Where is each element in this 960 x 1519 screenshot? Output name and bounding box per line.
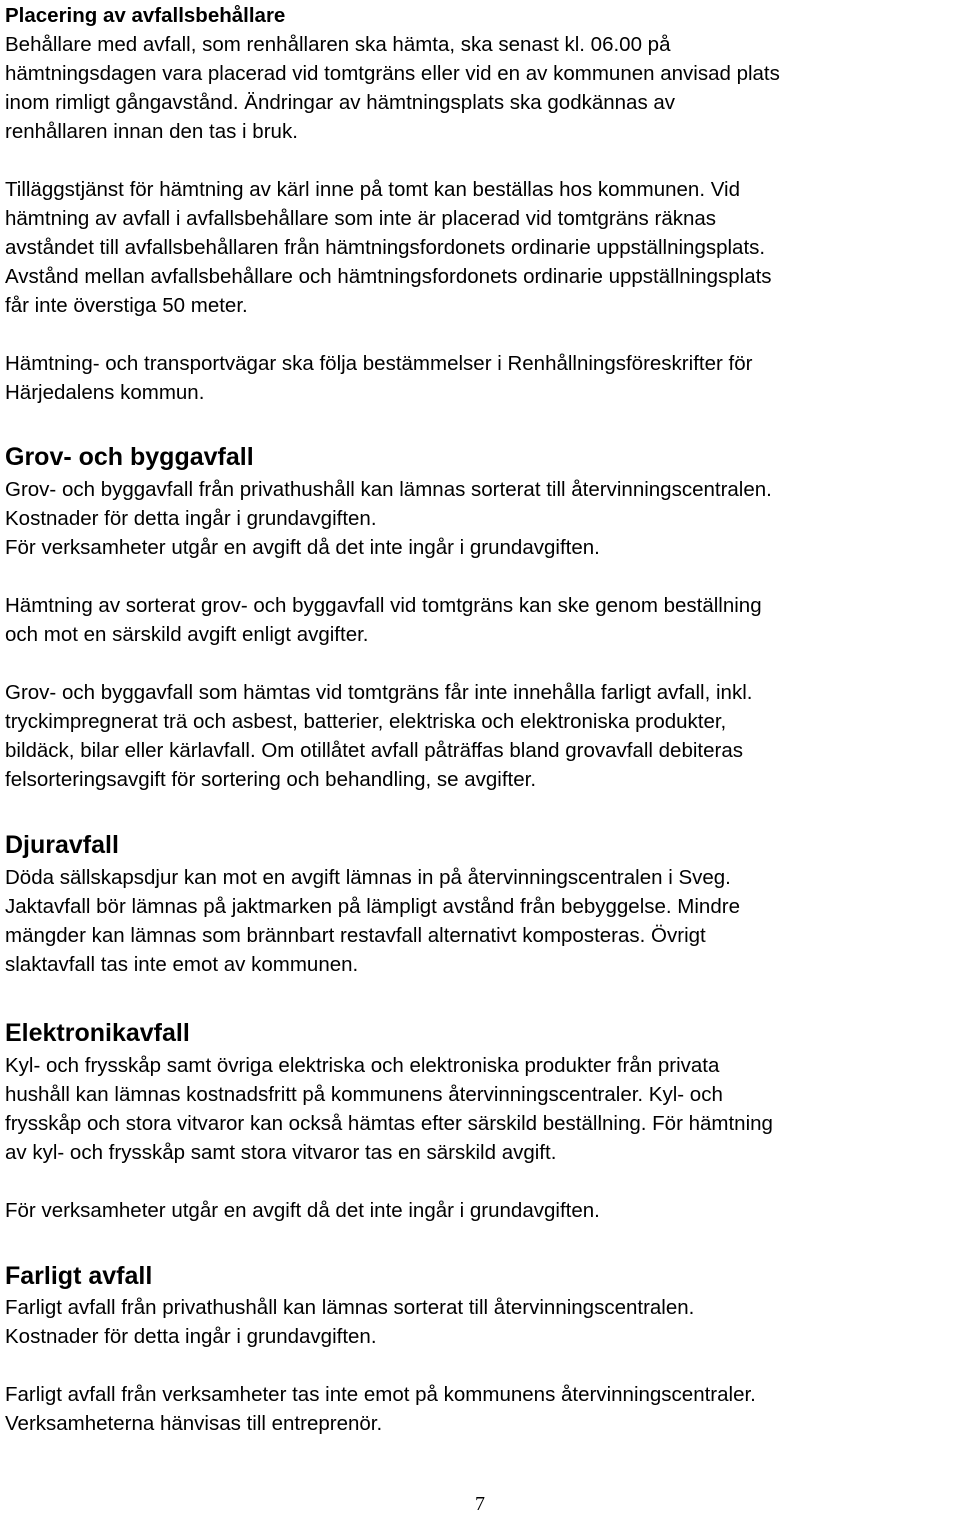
text-line: Farligt avfall från verksamheter tas inte emot på kommunens återvinningscentraler. — [5, 1383, 756, 1406]
text-line: Jaktavfall bör lämnas på jaktmarken på lämpligt avstånd från bebyggelse. Mindre — [5, 895, 740, 918]
text-line: Grov- och byggavfall som hämtas vid tomtgräns får inte innehålla farligt avfall, inkl. — [5, 681, 753, 704]
text-line: avståndet till avfallsbehållaren från hämtningsfordonets ordinarie uppställningsplats. — [5, 236, 766, 259]
page-number: 7 — [475, 1493, 485, 1515]
text-line: hämtningsdagen vara placerad vid tomtgräns eller vid en av kommunen anvisad plats — [5, 62, 780, 85]
section-heading: Grov- och byggavfall — [5, 443, 254, 471]
paragraph — [5, 30, 780, 146]
text-line: Grov- och byggavfall från privathushåll kan lämnas sorterat till återvinningscentralen. — [5, 478, 772, 501]
text-line: tryckimpregnerat trä och asbest, batterier, elektriska och elektroniska produkter, — [5, 710, 727, 733]
text-line: mängder kan lämnas som brännbart restavfall alternativt komposteras. Övrigt — [5, 924, 706, 947]
text-line: bildäck, bilar eller kärlavfall. Om otillåtet avfall påträffas bland grovavfall debiteras — [5, 739, 743, 762]
text-line: Tilläggstjänst för hämtning av kärl inne på tomt kan beställas hos kommunen. Vid — [5, 178, 740, 201]
text-line: felsorteringsavgift för sortering och behandling, se avgifter. — [5, 768, 537, 791]
text-line: Döda sällskapsdjur kan mot en avgift lämnas in på återvinningscentralen i Sveg. — [5, 866, 731, 889]
text-line: får inte överstiga 50 meter. — [5, 294, 248, 317]
text-line: och mot en särskild avgift enligt avgifter. — [5, 623, 369, 646]
section-heading: Farligt avfall — [5, 1262, 153, 1290]
text-line: Kostnader för detta ingår i grundavgiften. — [5, 507, 377, 530]
paragraph — [5, 863, 740, 979]
text-line: renhållaren innan den tas i bruk. — [5, 120, 298, 143]
section-heading: Djuravfall — [5, 831, 119, 859]
text-line: Behållare med avfall, som renhållaren ska hämta, ska senast kl. 06.00 på — [5, 33, 671, 56]
section-heading: Elektronikavfall — [5, 1019, 190, 1047]
paragraph — [5, 475, 772, 562]
paragraph — [5, 1380, 756, 1438]
paragraph — [5, 1293, 694, 1351]
text-line: av kyl- och frysskåp samt stora vitvaror tas en särskild avgift. — [5, 1141, 557, 1164]
text-line: Kostnader för detta ingår i grundavgiften. — [5, 1325, 377, 1348]
text-line: Kyl- och frysskåp samt övriga elektriska och elektroniska produkter från privata — [5, 1054, 720, 1077]
text-line: Avstånd mellan avfallsbehållare och hämtningsfordonets ordinarie uppställningsplats — [5, 265, 772, 288]
text-line: För verksamheter utgår en avgift då det inte ingår i grundavgiften. — [5, 536, 600, 559]
text-line: Hämtning av sorterat grov- och byggavfall vid tomtgräns kan ske genom beställning — [5, 594, 762, 617]
paragraph — [5, 591, 762, 649]
text-line: hushåll kan lämnas kostnadsfritt på kommunens återvinningscentraler. Kyl- och — [5, 1083, 723, 1106]
text-line: frysskåp och stora vitvaror kan också hämtas efter särskild beställning. För hämtning — [5, 1112, 773, 1135]
text-line: Verksamheterna hänvisas till entreprenör. — [5, 1412, 383, 1435]
text-line: hämtning av avfall i avfallsbehållare som inte är placerad vid tomtgräns räknas — [5, 207, 717, 230]
paragraph — [5, 349, 752, 407]
paragraph — [5, 678, 752, 794]
text-line: För verksamheter utgår en avgift då det inte ingår i grundavgiften. — [5, 1199, 600, 1222]
paragraph — [5, 1196, 600, 1225]
paragraph — [5, 1051, 773, 1167]
section-placering — [5, 1, 780, 146]
text-line: Hämtning- och transportvägar ska följa bestämmelser i Renhållningsföreskrifter för — [5, 352, 753, 375]
paragraph — [5, 175, 772, 320]
text-line: inom rimligt gångavstånd. Ändringar av hämtningsplats ska godkännas av — [5, 91, 676, 114]
text-line: Härjedalens kommun. — [5, 381, 205, 404]
section-heading: Placering av avfallsbehållare — [5, 4, 286, 27]
text-line: Farligt avfall från privathushåll kan lämnas sorterat till återvinningscentralen. — [5, 1296, 695, 1319]
text-line: slaktavfall tas inte emot av kommunen. — [5, 953, 359, 976]
